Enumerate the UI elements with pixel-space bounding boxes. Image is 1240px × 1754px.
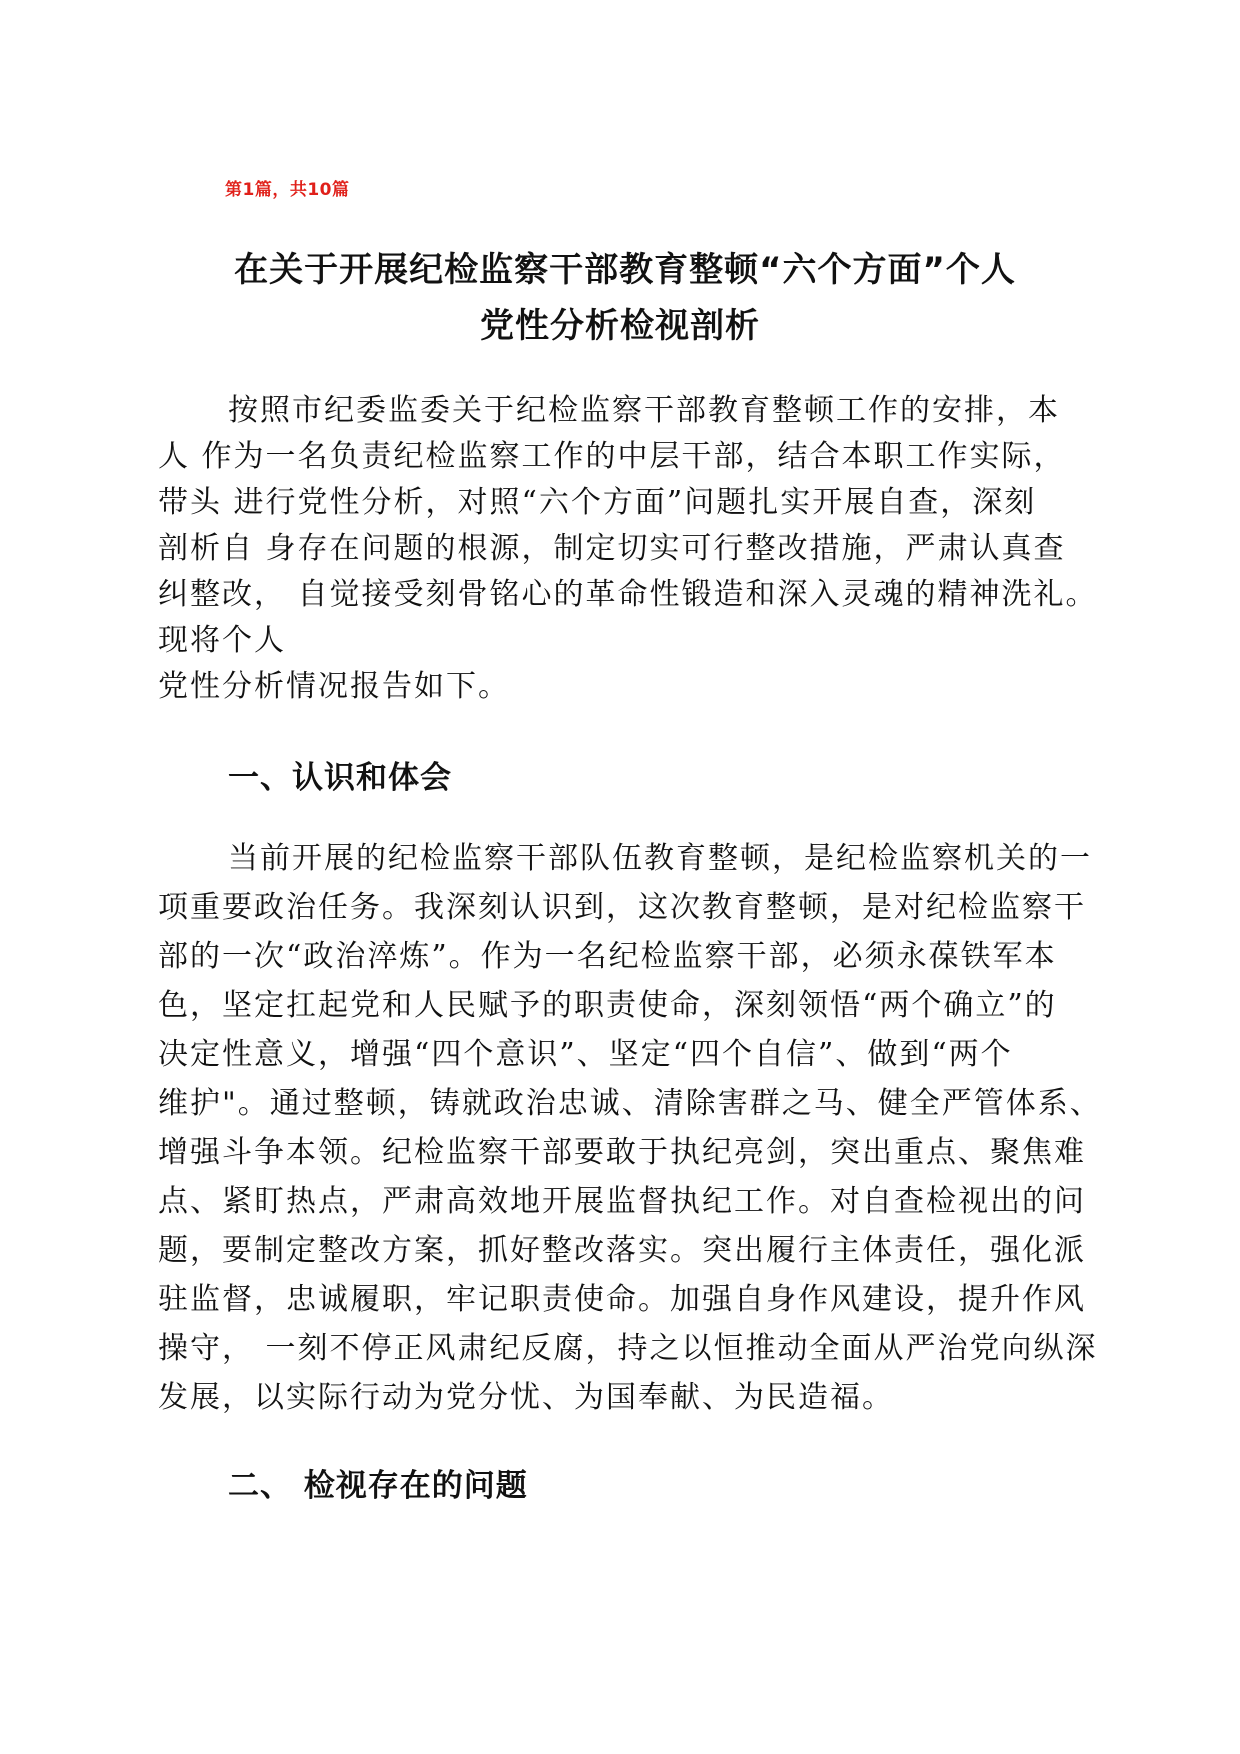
paragraph-line: 部的一次“政治淬炼”。作为一名纪检监察干部，必须永葆铁军本 <box>158 939 1057 974</box>
section-heading-2: 二、 检视存在的问题 <box>228 1468 528 1504</box>
document-title-line-2: 党性分析检视剖析 <box>480 306 760 346</box>
paragraph-line: 当前开展的纪检监察干部队伍教育整顿，是纪检监察机关的一 <box>228 841 1092 876</box>
intro-line: 党性分析情况报告如下。 <box>158 669 510 704</box>
paragraph-line: 项重要政治任务。我深刻认识到，这次教育整顿，是对纪检监察干 <box>158 890 1086 925</box>
intro-line: 现将个人 <box>158 623 286 658</box>
paragraph-line: 点、紧盯热点，严肃高效地开展监督执纪工作。对自查检视出的问 <box>158 1184 1086 1219</box>
page-counter: 第1篇，共10篇 <box>225 180 350 200</box>
section-heading-1: 一、认识和体会 <box>228 760 452 796</box>
intro-line: 剖析自 身存在问题的根源，制定切实可行整改措施，严肃认真查 <box>158 531 1066 566</box>
paragraph-line: 操守， 一刻不停正风肃纪反腐，持之以恒推动全面从严治党向纵深 <box>158 1331 1098 1366</box>
document-title-line-1: 在关于开展纪检监察干部教育整顿“六个方面”个人 <box>234 250 1016 290</box>
intro-line: 纠整改， 自觉接受刻骨铭心的革命性锻造和深入灵魂的精神洗礼。 <box>158 577 1098 612</box>
intro-line: 按照市纪委监委关于纪检监察干部教育整顿工作的安排，本 <box>228 393 1060 428</box>
paragraph-line: 题，要制定整改方案，抓好整改落实。突出履行主体责任，强化派 <box>158 1233 1086 1268</box>
intro-line: 带头 进行党性分析，对照“六个方面”问题扎实开展自查，深刻 <box>158 485 1037 520</box>
paragraph-line: 发展，以实际行动为党分忧、为国奉献、为民造福。 <box>158 1380 894 1415</box>
paragraph-line: 驻监督，忠诚履职，牢记职责使命。加强自身作风建设，提升作风 <box>158 1282 1086 1317</box>
intro-line: 人 作为一名负责纪检监察工作的中层干部，结合本职工作实际， <box>158 439 1066 474</box>
paragraph-line: 色，坚定扛起党和人民赋予的职责使命，深刻领悟“两个确立”的 <box>158 988 1057 1023</box>
paragraph-line: 维护"。通过整顿，铸就政治忠诚、清除害群之马、健全严管体系、 <box>158 1086 1102 1121</box>
paragraph-line: 决定性意义，增强“四个意识”、坚定“四个自信”、做到“两个 <box>158 1037 1013 1072</box>
paragraph-line: 增强斗争本领。纪检监察干部要敢于执纪亮剑，突出重点、聚焦难 <box>158 1135 1086 1170</box>
